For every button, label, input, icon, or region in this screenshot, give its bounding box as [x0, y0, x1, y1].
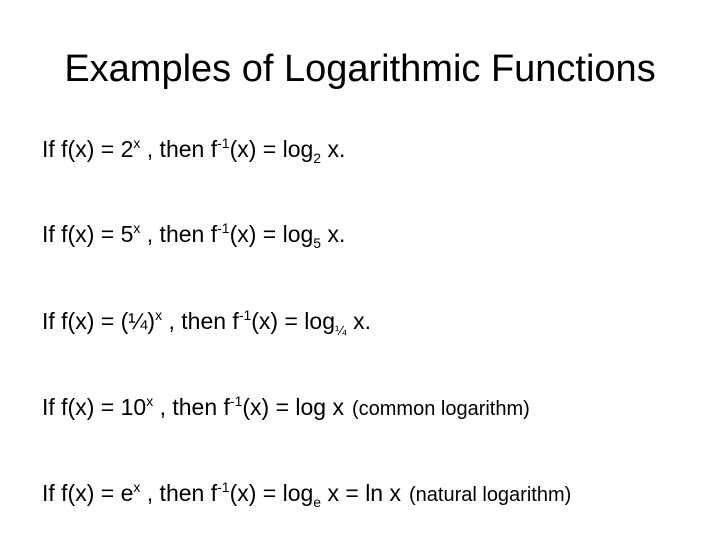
line-rhs: (x) = log: [229, 136, 314, 162]
line-rhs: (x) = log: [251, 308, 335, 334]
common-log-note: (common logarithm): [351, 398, 530, 420]
inverse-superscript: -1: [217, 135, 230, 151]
exponent: x: [133, 220, 141, 236]
inverse-superscript: -1: [217, 220, 230, 236]
line-mid: , then f: [153, 394, 230, 420]
example-line-power-of-10: [42, 392, 530, 424]
example-line-power-of-e: [42, 478, 571, 510]
line-lead: If f(x) = 10: [42, 394, 147, 420]
line-rhs: (x) = log x: [242, 394, 344, 420]
line-tail: x.: [321, 221, 346, 247]
line-tail: x = ln x: [321, 480, 401, 506]
line-lead: If f(x) = 2: [42, 136, 134, 162]
line-lead: If f(x) = (¼): [42, 308, 156, 334]
example-line-power-of-2: [42, 134, 345, 164]
line-tail: x.: [321, 136, 346, 162]
natural-log-note: (natural logarithm): [409, 484, 572, 506]
slide-title: Examples of Logarithmic Functions: [64, 48, 656, 90]
inverse-superscript: -1: [238, 307, 252, 323]
line-rhs: (x) = log: [229, 480, 314, 506]
line-rhs: (x) = log: [229, 221, 314, 247]
line-mid: , then f: [140, 136, 218, 162]
line-mid: , then f: [162, 308, 239, 334]
exponent: x: [133, 135, 141, 151]
log-base: 2: [313, 150, 322, 166]
line-mid: , then f: [140, 480, 218, 506]
log-base: 5: [313, 235, 322, 251]
line-mid: , then f: [140, 221, 218, 247]
line-lead: If f(x) = e: [42, 480, 134, 506]
exponent: x: [155, 307, 163, 323]
inverse-superscript: -1: [217, 479, 230, 495]
line-lead: If f(x) = 5: [42, 221, 134, 247]
log-base: ¼: [335, 322, 347, 338]
inverse-superscript: -1: [229, 393, 243, 409]
log-base: e: [313, 494, 322, 510]
example-line-power-of-quarter: [42, 306, 371, 336]
exponent: x: [133, 479, 141, 495]
line-tail: x.: [346, 308, 371, 334]
exponent: x: [146, 393, 154, 409]
example-line-power-of-5: [42, 219, 345, 249]
